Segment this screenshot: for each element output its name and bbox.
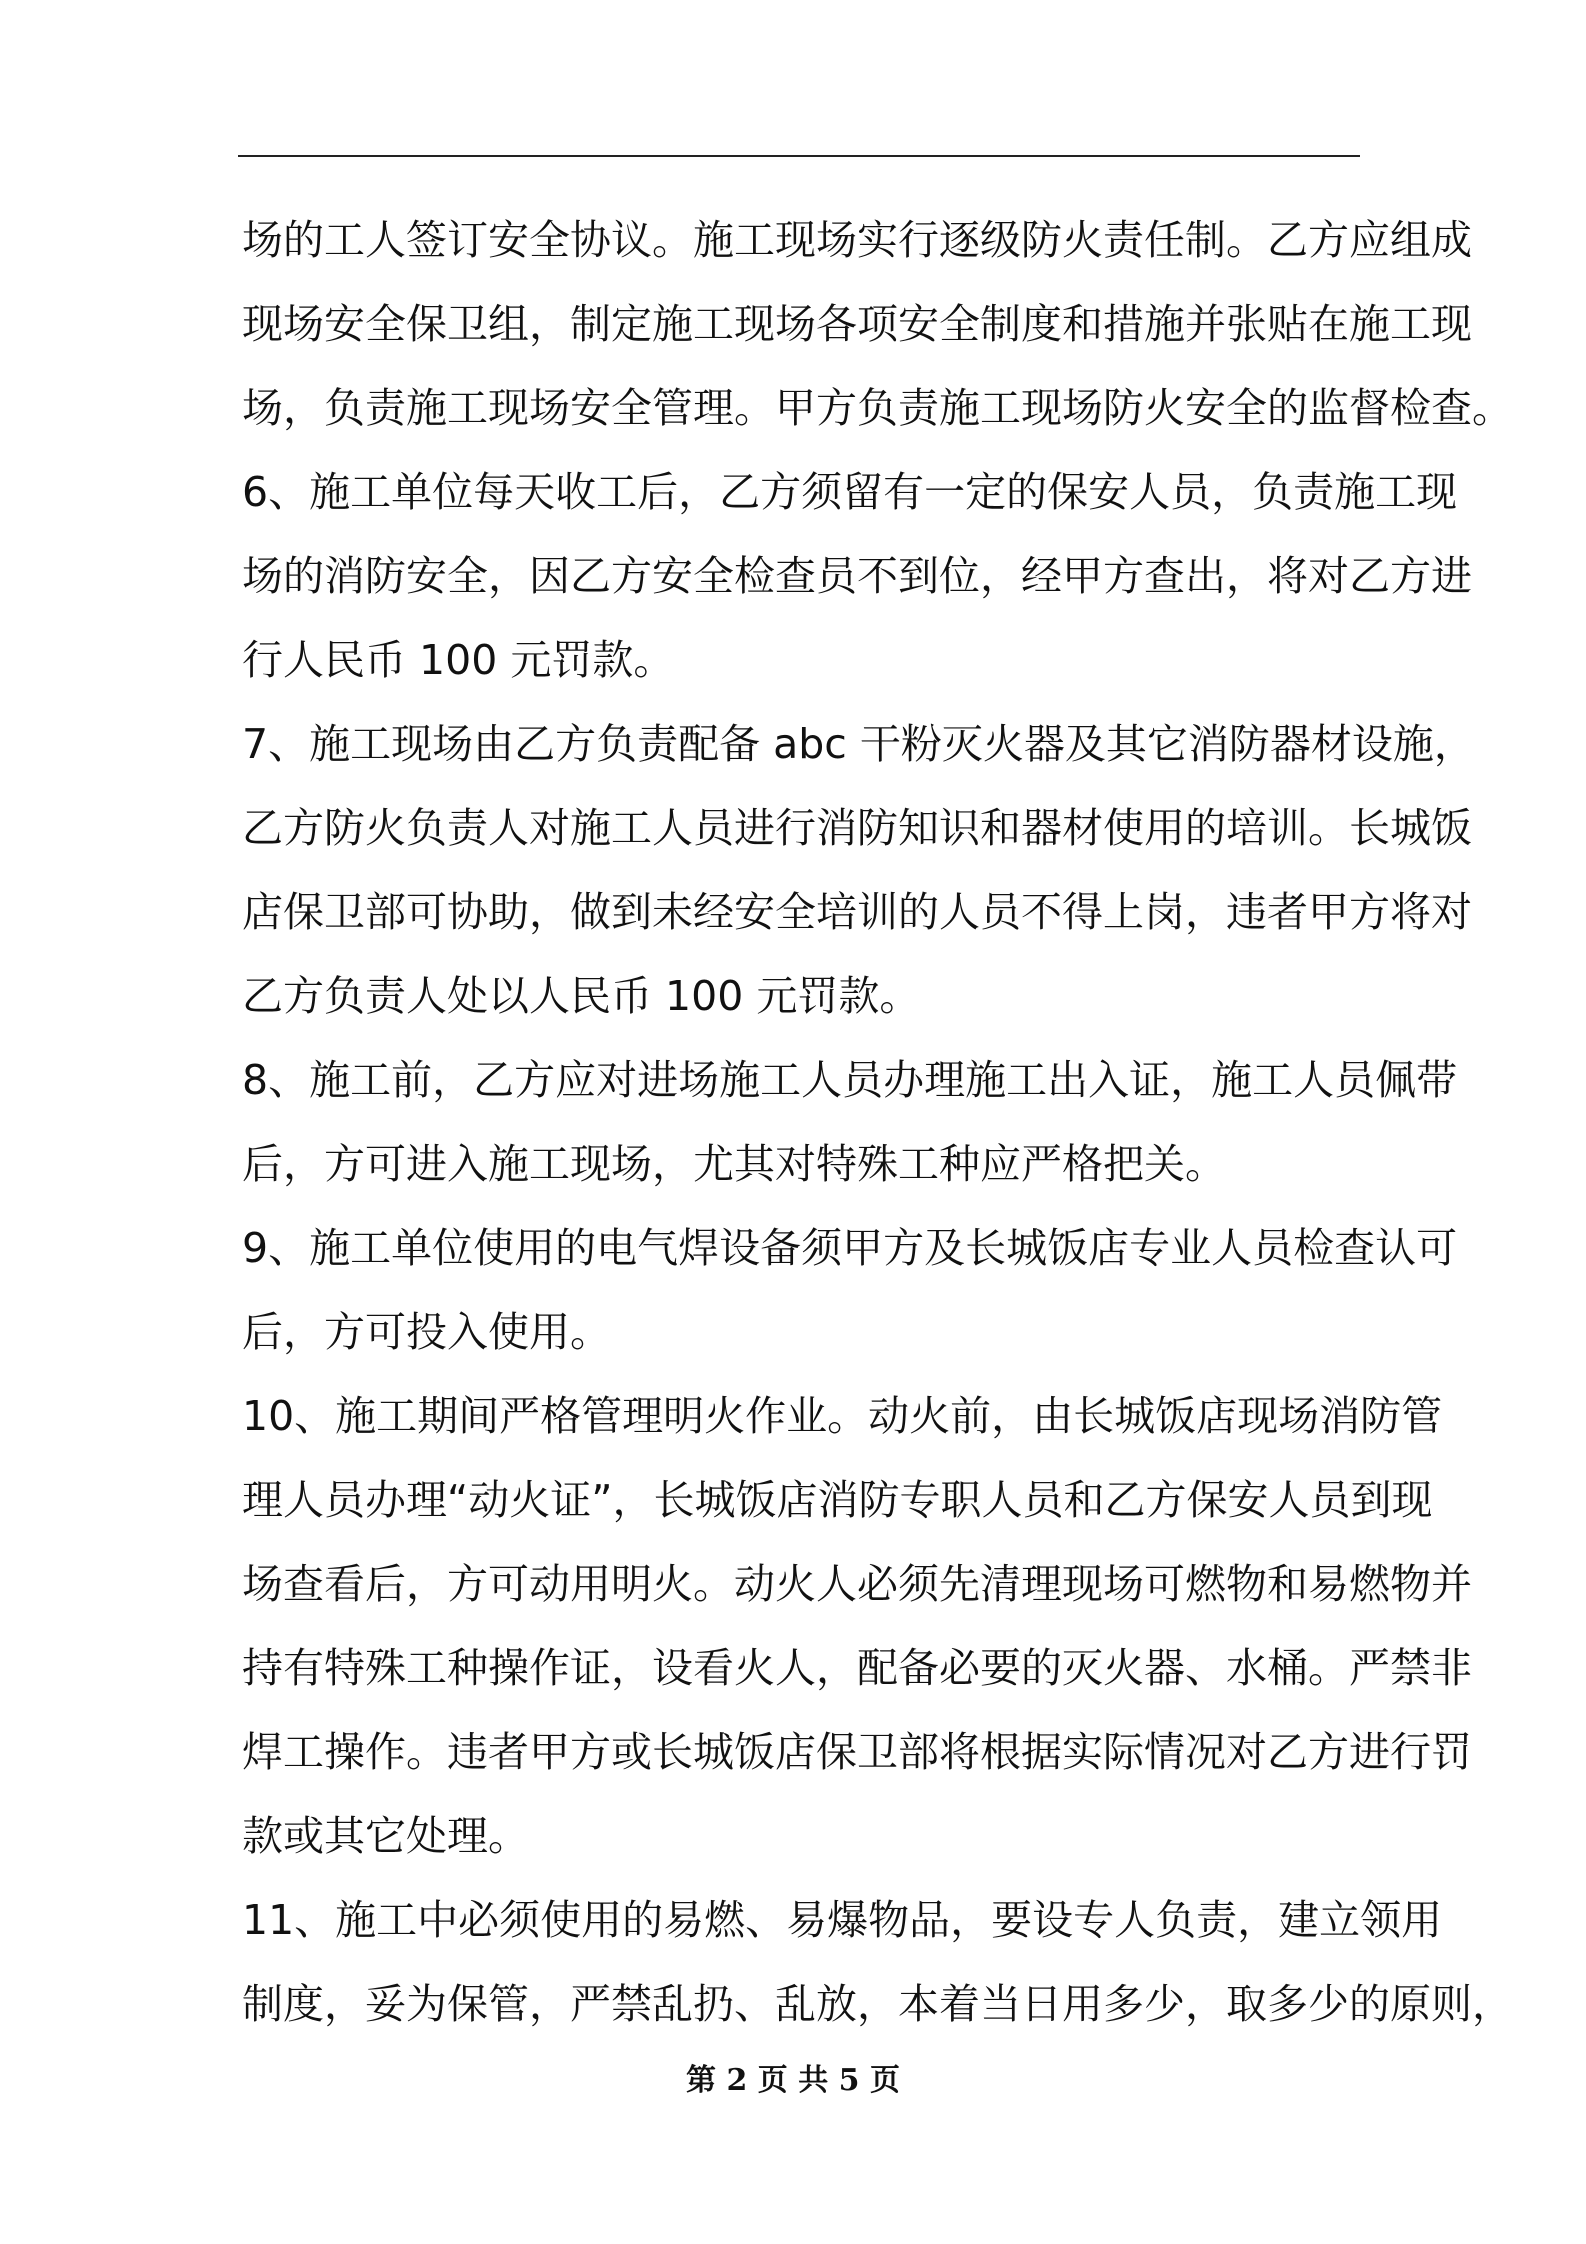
text-line: 7、施工现场由乙方负责配备 abc 干粉灭火器及其它消防器材设施，: [242, 720, 1475, 768]
text-line: 场查看后，方可动用明火。动火人必须先清理现场可燃物和易燃物并: [242, 1560, 1472, 1608]
text-line: 10、施工期间严格管理明火作业。动火前，由长城饭店现场消防管: [242, 1392, 1443, 1440]
text-line: 6、施工单位每天收工后，乙方须留有一定的保安人员，负责施工现: [242, 468, 1458, 516]
text-line: 9、施工单位使用的电气焊设备须甲方及长城饭店专业人员检查认可: [242, 1224, 1458, 1272]
text-line: 乙方防火负责人对施工人员进行消防知识和器材使用的培训。长城饭: [242, 804, 1472, 852]
text-line: 焊工操作。违者甲方或长城饭店保卫部将根据实际情况对乙方进行罚: [242, 1728, 1472, 1776]
text-line: 制度，妥为保管，严禁乱扔、乱放，本着当日用多少，取多少的原则，: [242, 1980, 1513, 2028]
document-body: [242, 198, 1513, 2046]
text-line: 行人民币 100 元罚款。: [242, 636, 675, 684]
text-line: 场，负责施工现场安全管理。甲方负责施工现场防火安全的监督检查。: [242, 384, 1513, 432]
page-number-footer: 第 2 页 共 5 页: [686, 2063, 900, 2098]
text-line: 现场安全保卫组，制定施工现场各项安全制度和措施并张贴在施工现: [242, 300, 1472, 348]
header-rule: [238, 155, 1360, 157]
text-line: 8、施工前，乙方应对进场施工人员办理施工出入证，施工人员佩带: [242, 1056, 1458, 1104]
text-line: 11、施工中必须使用的易燃、易爆物品，要设专人负责，建立领用: [242, 1896, 1443, 1944]
text-line: 持有特殊工种操作证，设看火人，配备必要的灭火器、水桶。严禁非: [242, 1644, 1472, 1692]
text-line: 理人员办理“动火证”，长城饭店消防专职人员和乙方保安人员到现: [242, 1476, 1433, 1524]
text-line: 后，方可进入施工现场，尤其对特殊工种应严格把关。: [242, 1140, 1226, 1188]
text-line: 场的工人签订安全协议。施工现场实行逐级防火责任制。乙方应组成: [242, 216, 1472, 264]
text-line: 款或其它处理。: [242, 1812, 529, 1860]
text-line: 店保卫部可协助，做到未经安全培训的人员不得上岗，违者甲方将对: [242, 888, 1472, 936]
text-line: 后，方可投入使用。: [242, 1308, 611, 1356]
text-line: 场的消防安全，因乙方安全检查员不到位，经甲方查出，将对乙方进: [242, 552, 1472, 600]
text-line: 乙方负责人处以人民币 100 元罚款。: [242, 972, 921, 1020]
